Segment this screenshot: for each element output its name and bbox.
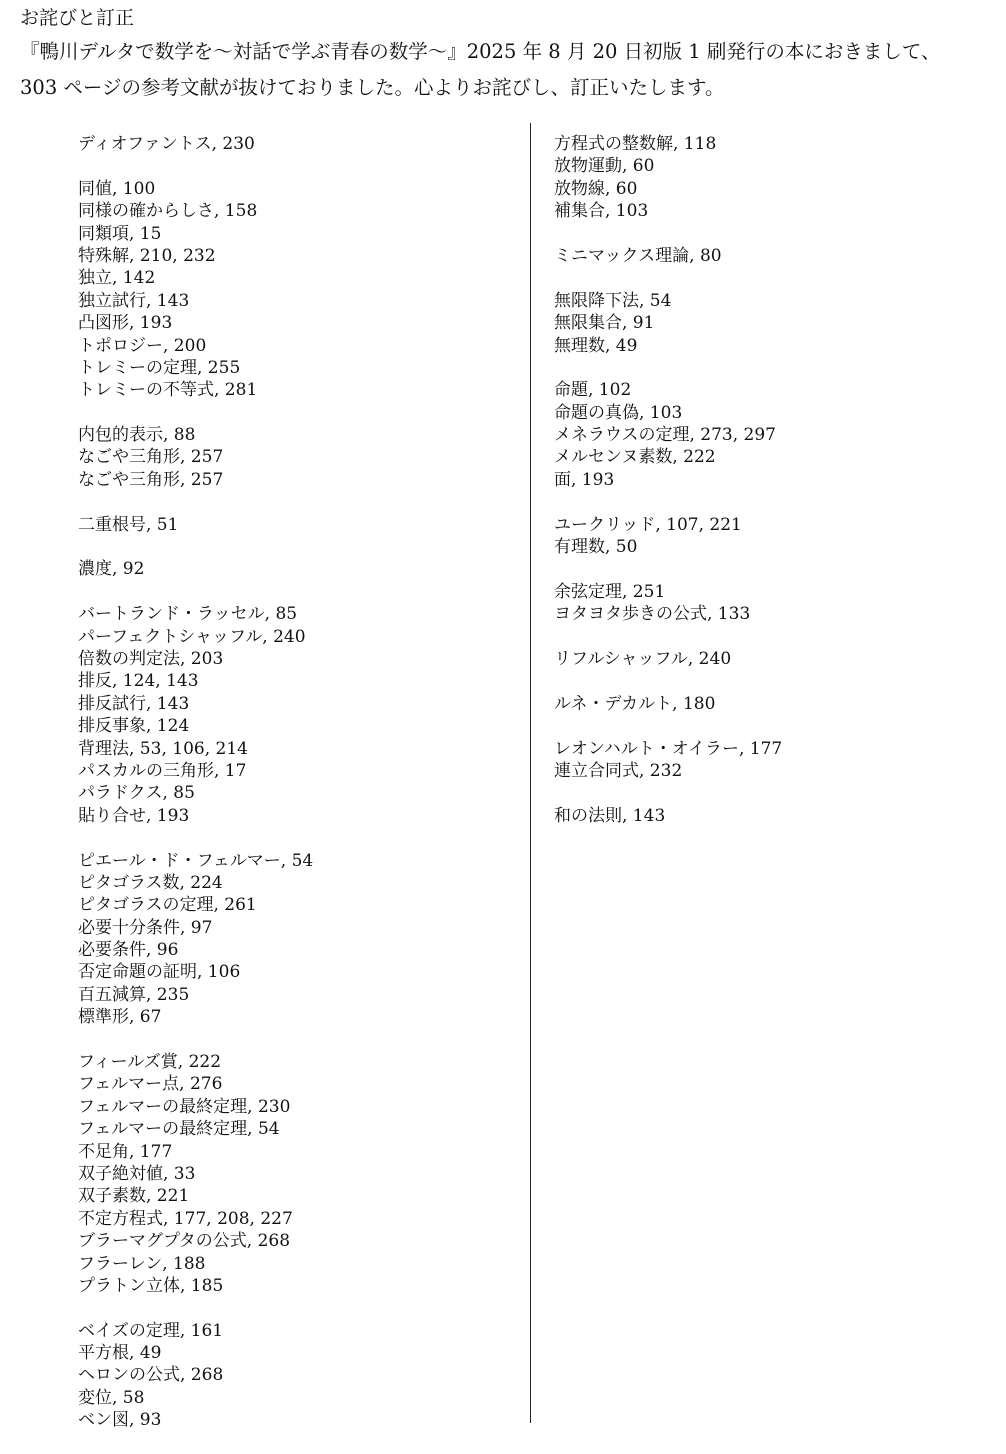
index-entry: 命題, 102 <box>554 380 632 401</box>
index-entry: メネラウスの定理, 273, 297 <box>554 425 777 446</box>
index-entry: 独立試行, 143 <box>78 290 190 311</box>
erratum-text-line-1: 『鴨川デルタで数学を〜対話で学ぶ青春の数学〜』2025 年 8 月 20 日初版 1 刷発行の本におきまして、 <box>20 40 941 63</box>
index-entry: パーフェクトシャッフル, 240 <box>78 626 306 647</box>
index-entry: ユークリッド, 107, 221 <box>554 514 742 535</box>
index-group <box>78 1320 313 1432</box>
index-entry: 濃度, 92 <box>78 559 145 580</box>
index-entry: 平方根, 49 <box>78 1343 162 1364</box>
index-group <box>78 133 313 155</box>
index-entry: トポロジー, 200 <box>78 335 207 356</box>
index-entry: 内包的表示, 88 <box>78 425 196 446</box>
index-group <box>554 738 782 783</box>
index-entry: 有理数, 50 <box>554 537 638 558</box>
index-entry: リフルシャッフル, 240 <box>554 648 732 669</box>
index-group <box>554 290 782 357</box>
index-column-right <box>554 133 782 850</box>
index-group <box>554 693 782 715</box>
index-entry: 余弦定理, 251 <box>554 581 666 602</box>
index-entry: 百五減算, 235 <box>78 984 190 1005</box>
index-entry: パラドクス, 85 <box>78 783 195 804</box>
column-divider <box>530 123 531 1423</box>
index-entry: フィールズ賞, 222 <box>78 1052 222 1073</box>
index-entry: 放物線, 60 <box>554 178 638 199</box>
index-entry: フェルマーの最終定理, 54 <box>78 1119 280 1140</box>
index-group <box>554 581 782 626</box>
index-entry: 倍数の判定法, 203 <box>78 648 224 669</box>
index-entry: なごや三角形, 257 <box>78 447 224 468</box>
index-group <box>78 424 313 491</box>
index-entry: 無理数, 49 <box>554 335 638 356</box>
index-entry: 変位, 58 <box>78 1387 145 1408</box>
index-entry: 排反試行, 143 <box>78 693 190 714</box>
index-entry: なごや三角形, 257 <box>78 469 224 490</box>
index-entry: メルセンヌ素数, 222 <box>554 447 716 468</box>
index-group <box>78 1051 313 1297</box>
index-entry: 方程式の整数解, 118 <box>554 134 717 154</box>
index-entry: フラーレン, 188 <box>78 1253 206 1274</box>
index-entry: 命題の真偽, 103 <box>554 402 683 423</box>
index-entry: 不足角, 177 <box>78 1141 173 1162</box>
index-entry: ピタゴラス数, 224 <box>78 872 223 893</box>
index-entry: トレミーの定理, 255 <box>78 357 241 378</box>
index-entry: 不定方程式, 177, 208, 227 <box>78 1208 293 1229</box>
index-entry: 無限降下法, 54 <box>554 290 672 311</box>
index-entry: 必要十分条件, 97 <box>78 917 213 938</box>
index-entry: 和の法則, 143 <box>554 805 666 826</box>
index-entry: 無限集合, 91 <box>554 313 655 334</box>
index-entry: ピエール・ド・フェルマー, 54 <box>78 850 314 871</box>
index-entry: 補集合, 103 <box>554 201 649 222</box>
index-entry: 双子素数, 221 <box>78 1186 190 1207</box>
index-entry: 同様の確からしさ, 158 <box>78 201 258 222</box>
index-entry: 独立, 142 <box>78 268 156 289</box>
index-group <box>78 603 313 827</box>
index-group <box>554 379 782 491</box>
index-group <box>78 558 313 580</box>
index-group <box>78 514 313 536</box>
erratum-title: お詫びと訂正 <box>20 7 135 29</box>
index-entry: ルネ・デカルト, 180 <box>554 693 716 714</box>
index-entry: ピタゴラスの定理, 261 <box>78 895 257 916</box>
index-entry: 連立合同式, 232 <box>554 760 683 781</box>
index-entry: 貼り合せ, 193 <box>78 805 190 826</box>
index-entry: 排反, 124, 143 <box>78 671 199 692</box>
index-column-left <box>78 133 313 1454</box>
index-entry: ディオファントス, 230 <box>78 134 255 154</box>
index-entry: 二重根号, 51 <box>78 514 179 535</box>
index-entry: パスカルの三角形, 17 <box>78 760 247 781</box>
index-entry: フェルマーの最終定理, 230 <box>78 1096 291 1117</box>
index-group <box>78 178 313 402</box>
index-group <box>78 850 313 1029</box>
index-entry: レオンハルト・オイラー, 177 <box>554 738 783 759</box>
index-entry: バートランド・ラッセル, 85 <box>78 604 298 625</box>
index-group <box>554 648 782 670</box>
index-entry: 同類項, 15 <box>78 223 162 244</box>
index-entry: 背理法, 53, 106, 214 <box>78 738 248 759</box>
index-entry: 特殊解, 210, 232 <box>78 245 216 266</box>
index-entry: 放物運動, 60 <box>554 156 655 177</box>
index-entry: ヘロンの公式, 268 <box>78 1365 224 1386</box>
index-entry: 双子絶対値, 33 <box>78 1163 196 1184</box>
index-entry: 同値, 100 <box>78 178 156 199</box>
index-group <box>554 133 782 223</box>
index-entry: フェルマー点, 276 <box>78 1074 223 1095</box>
index-entry: トレミーの不等式, 281 <box>78 380 258 401</box>
index-group <box>554 514 782 559</box>
index-entry: ベン図, 93 <box>78 1410 162 1431</box>
index-entry: 標準形, 67 <box>78 1007 162 1028</box>
index-entry: 排反事象, 124 <box>78 716 190 737</box>
index-entry: プラトン立体, 185 <box>78 1275 224 1296</box>
index-entry: ベイズの定理, 161 <box>78 1320 224 1341</box>
index-entry: 必要条件, 96 <box>78 940 179 961</box>
index-entry: 面, 193 <box>554 469 615 490</box>
index-entry: ミニマックス理論, 80 <box>554 245 722 266</box>
index-entry: 否定命題の証明, 106 <box>78 962 241 983</box>
erratum-text-line-2: 303 ページの参考文献が抜けておりました。心よりお詫びし、訂正いたします。 <box>20 76 725 99</box>
index-entry: ヨタヨタ歩きの公式, 133 <box>554 604 751 625</box>
index-group <box>554 245 782 267</box>
index-entry: 凸図形, 193 <box>78 313 173 334</box>
erratum-header <box>20 4 1000 106</box>
index-group <box>554 805 782 827</box>
index-entry: ブラーマグプタの公式, 268 <box>78 1231 291 1252</box>
